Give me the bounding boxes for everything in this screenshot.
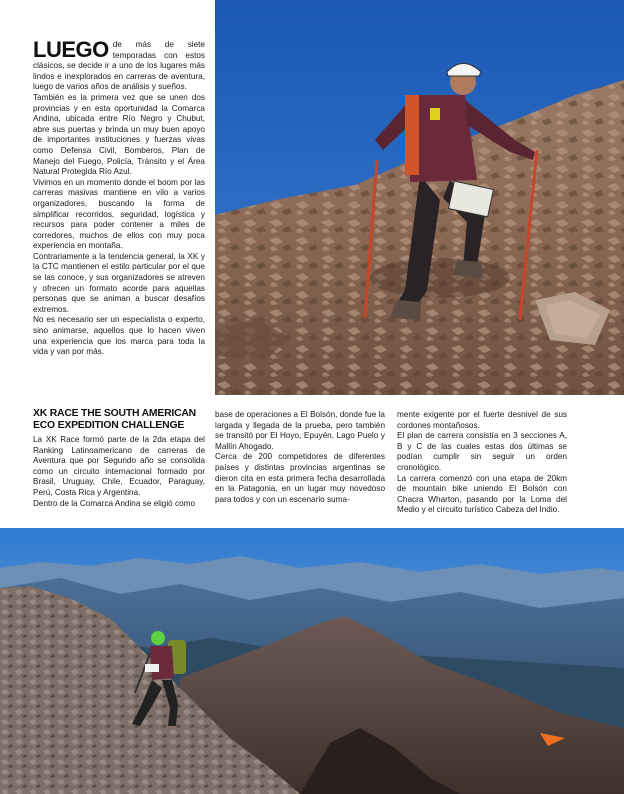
col2-paragraph-2: Cerca de 200 competidores de diferentes países y distintas provincias argentinas se dieron cita en esta primera fecha desarrollada en la Patagonia, en un lugar muy novedoso para todos y con un escenario suma- (215, 452, 385, 504)
col2-paragraph-1: base de operaciones a El Bolsón, donde fue la largada y llegada de la prueba, pero también se transitó por El Hoyo, Epuyén, Lago Puelo y Mallín Ahogado. (215, 410, 385, 451)
lead-word: LUEGO (33, 37, 109, 62)
intro-paragraph-2: También es la primera vez que se unen dos provincias y en esta oportunidad la Comarca Andina, ubicada entre Río Negro y Chubut, abre sus puertas y brinda un muy buen apoyo de importantes instituciones y fuerzas vivas como Defensa Civil, Bomberos, Plan de Manejo del Fuego, Policía, Tránsito y el Área Natural Protegida Río Azul. (33, 92, 205, 177)
runner-photo (215, 0, 624, 395)
section-title: XK RACE THE SOUTH AMERICAN ECO EXPEDITION CHALLENGE (33, 408, 196, 431)
col3-paragraph-3: La carrera comenzó con una etapa de 20km de mountain bike uniendo El Bolsón con Chacra Wharton, pasando por la Loma del Medio y el circuito turístico Cabeza del Indio. (397, 473, 567, 515)
body-column-2 (215, 410, 385, 505)
intro-paragraph-3: Vivimos en un momento donde el boom por las carreras masivas mantiene en vilo a varios organizadores, buscando la forma de simplificar recorridos, seguridad, logística y recursos para poder contener a miles de corredores, muchos de ellos con muy poca experiencia en montaña. (33, 177, 205, 251)
body-column-3 (397, 410, 567, 516)
intro-paragraph-5: No es necesario ser un especialista o experto, sino animarse, aquellos que lo hacen viven una experiencia que los marca para toda la vida y van por más. (33, 315, 205, 357)
intro-paragraph-1: LUEGO de más de siete temporadas con estos clásicos, se decide ir a uno de los lugares más lindos e inexplorados en carreras de aventura, luego de varios años de análisis y sueños. (33, 37, 205, 92)
mountain-panorama-photo (0, 528, 624, 794)
col1-paragraph-2: Dentro de la Comarca Andina se eligió como (33, 498, 196, 508)
col3-paragraph-1: mente exigente por el fuerte desnivel de sus cordones montañosos. (397, 410, 567, 430)
intro-column (33, 37, 205, 358)
body-column-1 (33, 435, 205, 509)
col1-paragraph-1: La XK Race formó parte de la 2da etapa del Ranking Latinoamericano de carreras de Aventura que por Segundo año se consolida como un circuito internacional formado por Brasil, Uruguay, Chile, Ecuador, Paraguay, Perú, Costa Rica y Argentina. (33, 435, 205, 497)
col3-paragraph-2: El plan de carrera consistía en 3 secciones A, B y C de las cuales estas dos últimas se podían cumplir sin seguir un orden cronológico. (397, 431, 567, 472)
intro-paragraph-4: Contrariamente a la tendencia general, la XK y la CTC mantienen el estilo particular por el que se las conoce, y sus organizadores se atreven y ofrecen un formato acorde para aquellas personas que se animan a buscar desafíos extremos. (33, 251, 205, 314)
